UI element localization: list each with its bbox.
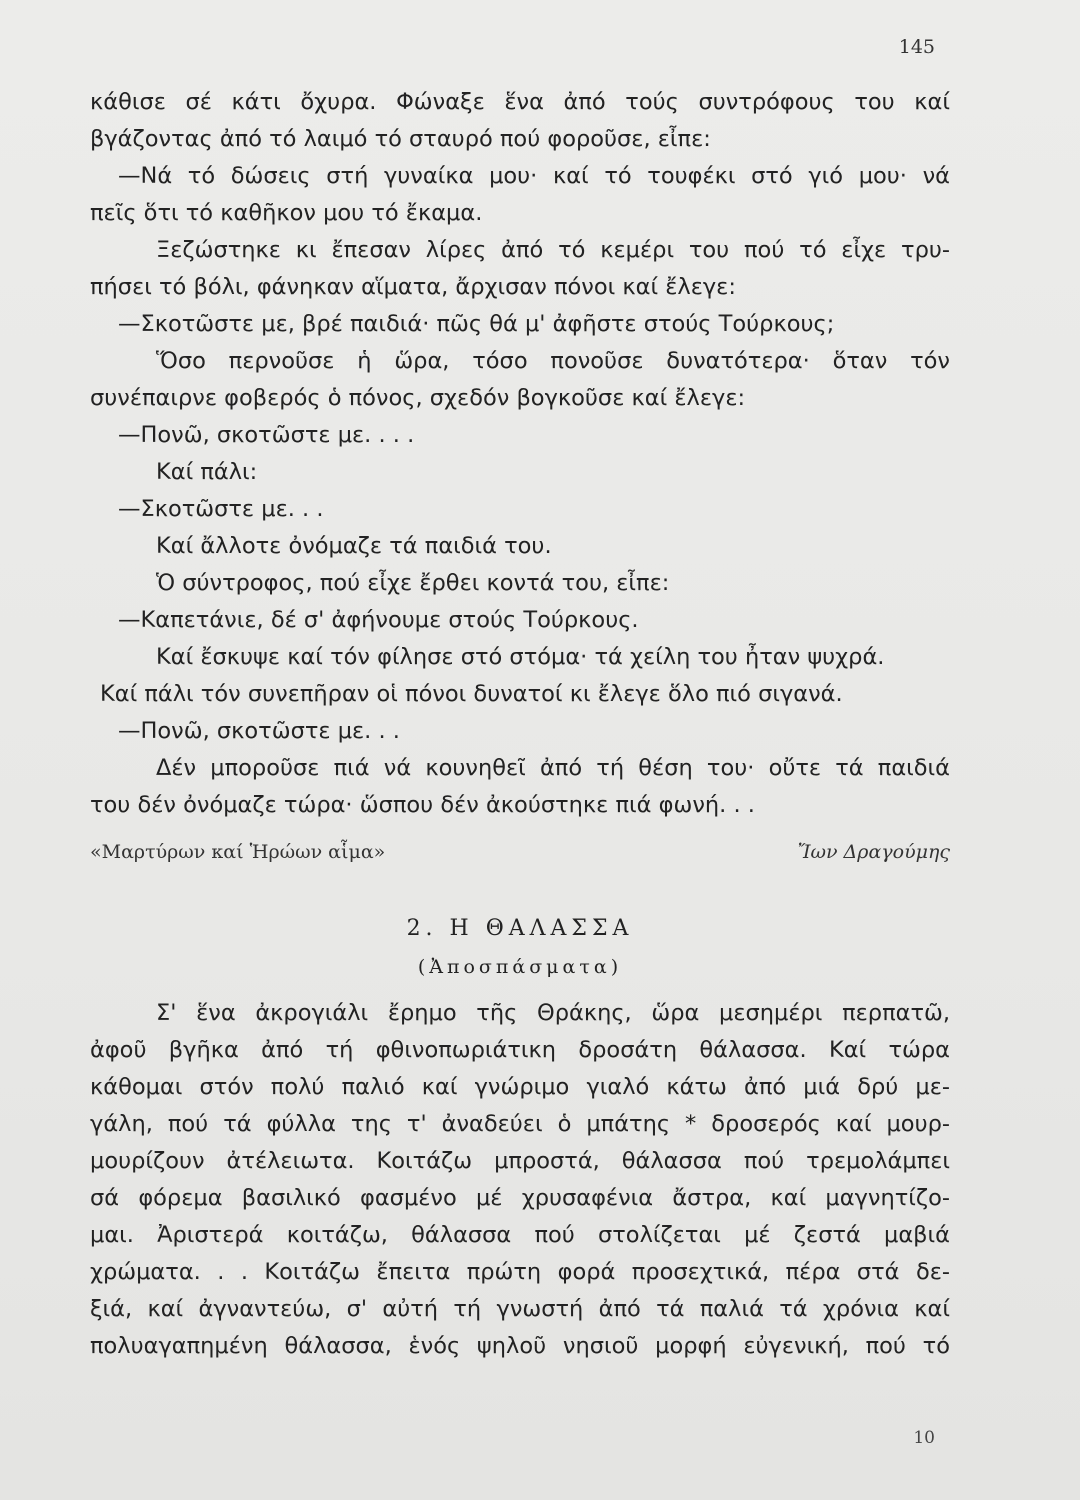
text-line: —Νά τό δώσεις στή γυναίκα μου· καί τό τουφέκι στό γιό μου· νά bbox=[118, 163, 950, 189]
text-line: πολυαγαπημένη θάλασσα, ἑνός ψηλοῦ νησιοῦ μορφή εὐγενική, πού τό bbox=[90, 1333, 950, 1359]
text-line: Καί πάλι: bbox=[156, 459, 258, 485]
page-number: 145 bbox=[898, 36, 935, 58]
text-line: μουρίζουν ἀτέλειωτα. Κοιτάζω μπροστά, θάλασσα πού τρεμολάμπει bbox=[90, 1148, 950, 1174]
text-line: Ὅσο περνοῦσε ἡ ὥρα, τόσο πονοῦσε δυνατότερα· ὅταν τόν bbox=[156, 348, 950, 374]
text-line: σά φόρεμα βασιλικό φασμένο μέ χρυσαφένια ἄστρα, καί μαγνητίζο- bbox=[90, 1185, 950, 1211]
text-line: γάλη, πού τά φύλλα της τ' ἀναδεύει ὁ μπάτης * δροσερός καί μουρ- bbox=[90, 1111, 950, 1137]
text-line: Ξεζώστηκε κι ἔπεσαν λίρες ἀπό τό κεμέρι του πού τό εἶχε τρυ- bbox=[156, 237, 950, 263]
text-line: —Σκοτῶστε με. . . bbox=[118, 496, 324, 522]
text-line: πεῖς ὅτι τό καθῆκον μου τό ἔκαμα. bbox=[90, 200, 483, 226]
text-line: μαι. Ἀριστερά κοιτάζω, θάλασσα πού στολίζεται μέ ζεστά μαβιά bbox=[90, 1222, 950, 1248]
text-line: του δέν ὀνόμαζε τώρα· ὥσπου δέν ἀκούστηκε πιά φωνή. . . bbox=[90, 792, 755, 818]
text-line: Ὁ σύντροφος, πού εἶχε ἔρθει κοντά του, εἶπε: bbox=[156, 570, 670, 596]
text-line: —Σκοτῶστε με, βρέ παιδιά· πῶς θά μ' ἀφῆστε στούς Τούρκους; bbox=[118, 311, 835, 337]
attribution bbox=[90, 834, 950, 871]
text-line: κάθομαι στόν πολύ παλιό καί γνώριμο γιαλό κάτω ἀπό μιά δρύ με- bbox=[90, 1074, 950, 1100]
text-line: Σ' ἕνα ἀκρογιάλι ἔρημο τῆς Θράκης, ὥρα μεσημέρι περπατῶ, bbox=[156, 1000, 950, 1026]
text-line: —Πονῶ, σκοτῶστε με. . . bbox=[118, 718, 400, 744]
text-body bbox=[90, 84, 950, 1365]
text-line: χρώματα. . . Κοιτάζω ἔπειτα πρώτη φορά προσεχτικά, πέρα στά δε- bbox=[90, 1259, 950, 1285]
text-line: ἀφοῦ βγῆκα ἀπό τή φθινοπωριάτικη δροσάτη θάλασσα. Καί τώρα bbox=[90, 1037, 950, 1063]
attribution-author: Ἴων Δραγούμης bbox=[797, 841, 950, 863]
signature-mark: 10 bbox=[913, 1428, 935, 1448]
text-line: Καί ἔσκυψε καί τόν φίλησε στό στόμα· τά χείλη του ἦταν ψυχρά. bbox=[156, 644, 885, 670]
text-line: βγάζοντας ἀπό τό λαιμό τό σταυρό πού φοροῦσε, εἶπε: bbox=[90, 126, 711, 152]
text-line: Δέν μποροῦσε πιά νά κουνηθεῖ ἀπό τή θέση του· οὔτε τά παιδιά bbox=[156, 755, 950, 781]
section-title: 2. Η ΘΑΛΑΣΣΑ bbox=[406, 916, 634, 941]
text-line: —Πονῶ, σκοτῶστε με. . . . bbox=[118, 422, 415, 448]
text-line: πήσει τό βόλι, φάνηκαν αἵματα, ἄρχισαν πόνοι καί ἔλεγε: bbox=[90, 274, 736, 300]
text-line: Καί ἄλλοτε ὀνόμαζε τά παιδιά του. bbox=[156, 533, 552, 559]
text-line: Καί πάλι τόν συνεπῆραν οἱ πόνοι δυνατοί κι ἔλεγε ὅλο πιό σιγανά. bbox=[100, 681, 843, 707]
text-line: κάθισε σέ κάτι ὄχυρα. Φώναξε ἕνα ἀπό τούς συντρόφους του καί bbox=[90, 89, 950, 115]
text-line: συνέπαιρνε φοβερός ὁ πόνος, σχεδόν βογκοῦσε καί ἔλεγε: bbox=[90, 385, 746, 411]
text-line: ξιά, καί ἀγναντεύω, σ' αὐτή τή γνωστή ἀπό τά παλιά τά χρόνια καί bbox=[90, 1296, 950, 1322]
attribution-source: «Μαρτύρων καί Ἡρώων αἷμα» bbox=[90, 841, 386, 863]
section-subtitle: (Ἀποσπάσματα) bbox=[417, 956, 623, 978]
text-line: —Καπετάνιε, δέ σ' ἀφήνουμε στούς Τούρκους. bbox=[118, 607, 639, 633]
